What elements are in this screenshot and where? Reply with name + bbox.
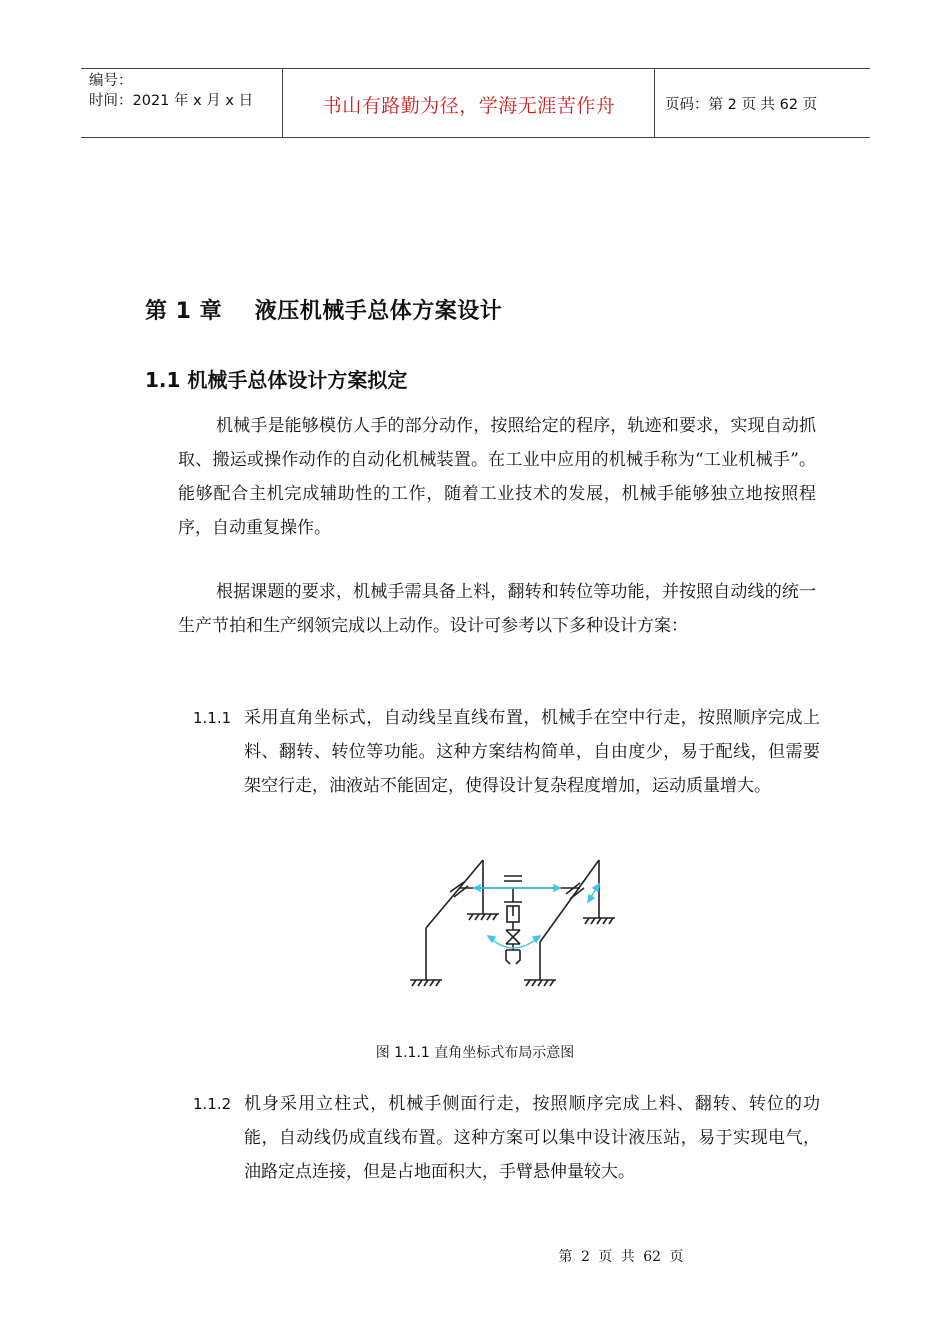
header-motto: 书山有路勤为径，学海无涯苦作舟 bbox=[322, 95, 616, 117]
header-time-label: 时间：2021 年 x 月 x 日 bbox=[89, 93, 254, 109]
body-paragraph: 机械手是能够模仿人手的部分动作，按照给定的程序，轨迹和要求，实现自动抓取、搬运或操作动作的自动化机械装置。在工业中应用的机械手称为“工业机械手”。能够配合主机完成辅助性的工作，随着工业技术的发展，机械手能够独立地按照程序，自动重复操作。 bbox=[178, 416, 816, 538]
left-arm-slant bbox=[426, 860, 483, 928]
figure-diagram bbox=[390, 850, 630, 1010]
item-number: 1.1.2 bbox=[193, 1095, 232, 1113]
ground-left bbox=[410, 980, 442, 986]
ground-mid-left bbox=[467, 914, 499, 920]
figure-caption: 图 1.1.1 直角坐标式布局示意图 bbox=[375, 1045, 575, 1061]
section-title: 1.1 机械手总体设计方案拟定 bbox=[145, 368, 408, 392]
header-page-info: 页码：第 2 页 共 62 页 bbox=[665, 97, 818, 113]
ground-right bbox=[583, 918, 615, 924]
header-meta bbox=[89, 71, 253, 111]
item-text: 机身采用立柱式，机械手侧面行走，按照顺序完成上料、翻转、转位的功能，自动线仍成直线布置。这种方案可以集中设计液压站，易于实现电气，油路定点连接，但是占地面积大，手臂悬伸量较大。 bbox=[244, 1094, 820, 1182]
chapter-title: 第 1 章 液压机械手总体方案设计 bbox=[145, 299, 503, 324]
item-text: 采用直角坐标式，自动线呈直线布置，机械手在空中行走，按照顺序完成上料、翻转、转位等功能。这种方案结构简单，自由度少，易于配线，但需要架空行走，油液站不能固定，使得设计复杂程度增加，运动质量增大。 bbox=[244, 708, 820, 796]
wrist-joint bbox=[506, 930, 520, 944]
body-paragraph: 根据课题的要求，机械手需具备上料，翻转和转位等功能，并按照自动线的统一生产节拍和生产纲领完成以上动作。设计可参考以下多种设计方案： bbox=[178, 582, 816, 636]
page-header bbox=[81, 68, 870, 138]
page-footer: 第 2 页 共 62 页 bbox=[558, 1249, 684, 1265]
header-id-label: 编号： bbox=[89, 73, 133, 89]
motion-arrows bbox=[474, 884, 599, 948]
item-number: 1.1.1 bbox=[193, 709, 232, 727]
ground-mid bbox=[524, 980, 556, 986]
